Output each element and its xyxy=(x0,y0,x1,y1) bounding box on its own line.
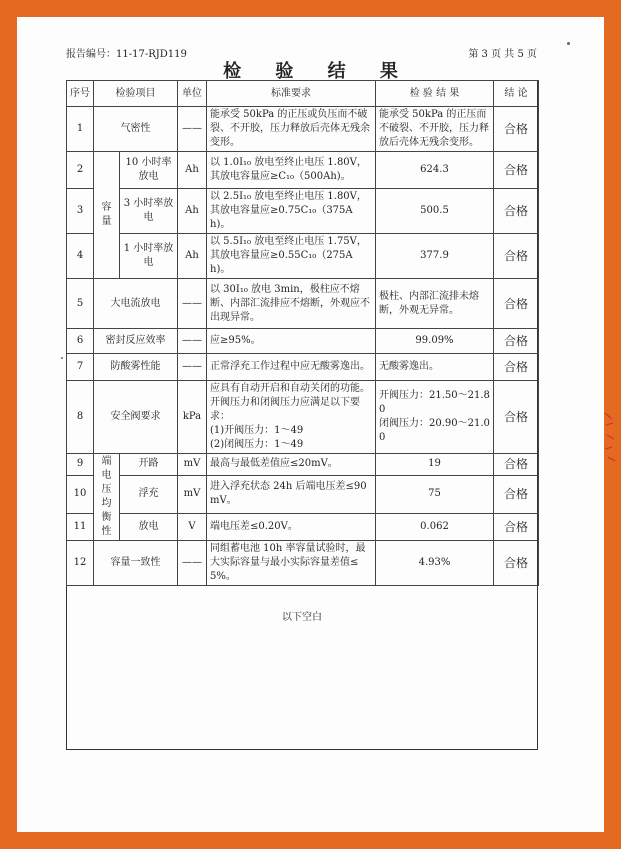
item-cell: 气密性 xyxy=(94,107,178,152)
conclusion-cell: 合格 xyxy=(494,541,539,586)
header-item: 检验项目 xyxy=(94,81,178,107)
seq-cell: 4 xyxy=(67,234,94,279)
conclusion-cell: 合格 xyxy=(494,475,539,513)
conclusion-cell: 合格 xyxy=(494,381,539,454)
table-row xyxy=(67,279,539,329)
result-cell: 能承受 50kPa 的正压而不破裂、不开胶，压力释放后壳体无残余变形。 xyxy=(376,107,494,152)
unit-cell: mV xyxy=(178,454,207,476)
conclusion-cell: 合格 xyxy=(494,454,539,476)
standard-cell: 以 30I₁₀ 放电 3min，极柱应不熔断、内部汇流排应不熔断，外观应不出现异常。 xyxy=(207,279,376,329)
result-cell: 无酸雾逸出。 xyxy=(376,354,494,381)
item-cell: 防酸雾性能 xyxy=(94,354,178,381)
item-cell: 放电 xyxy=(120,514,178,541)
result-cell: 0.062 xyxy=(376,514,494,541)
standard-cell xyxy=(207,381,376,454)
unit-cell: —— xyxy=(178,107,207,152)
item-cell: 10 小时率放电 xyxy=(120,152,178,189)
table-row xyxy=(67,541,539,586)
standard-line: 应具有自动开启和自动关闭的功能。开阀压力和闭阀压力应满足以下要求： xyxy=(210,383,370,422)
seq-cell: 1 xyxy=(67,107,94,152)
table-header-row xyxy=(67,81,539,107)
page-seam-stamp-edge xyxy=(603,405,617,465)
standard-cell: 能承受 50kPa 的正压或负压而不破裂、不开胶，压力释放后壳体无残余变形。 xyxy=(207,107,376,152)
conclusion-cell: 合格 xyxy=(494,514,539,541)
scan-speck xyxy=(61,357,63,359)
result-cell: 75 xyxy=(376,475,494,513)
result-cell: 极柱、内部汇流排未熔断，外观无异常。 xyxy=(376,279,494,329)
result-cell: 19 xyxy=(376,454,494,476)
result-cell: 500.5 xyxy=(376,189,494,234)
item-cell: 3 小时率放电 xyxy=(120,189,178,234)
result-cell: 377.9 xyxy=(376,234,494,279)
group-cell-voltage-balance: 端电压均衡性 xyxy=(94,454,120,541)
seq-cell: 9 xyxy=(67,454,94,476)
header-unit: 单位 xyxy=(178,81,207,107)
blank-below-note: 以下空白 xyxy=(282,612,322,623)
seq-cell: 5 xyxy=(67,279,94,329)
table-row xyxy=(67,189,539,234)
table-row xyxy=(67,475,539,513)
standard-cell: 以 2.5I₁₀ 放电至终止电压 1.80V，其放电容量应≥0.75C₁₀（375Ah)。 xyxy=(207,189,376,234)
item-cell: 1 小时率放电 xyxy=(120,234,178,279)
group-cell-capacity: 容量 xyxy=(94,152,120,279)
result-line: 开阀压力：21.50～21.80 xyxy=(379,390,490,415)
result-cell: 624.3 xyxy=(376,152,494,189)
standard-cell: 正常浮充工作过程中应无酸雾逸出。 xyxy=(207,354,376,381)
conclusion-cell: 合格 xyxy=(494,279,539,329)
table-row xyxy=(67,454,539,476)
header-conclusion: 结 论 xyxy=(494,81,539,107)
item-cell: 开路 xyxy=(120,454,178,476)
standard-line: (1)开阀压力：1～49 xyxy=(210,425,304,436)
standard-cell: 以 5.5I₁₀ 放电至终止电压 1.75V，其放电容量应≥0.55C₁₀（275Ah)。 xyxy=(207,234,376,279)
unit-cell: Ah xyxy=(178,152,207,189)
item-cell: 安全阀要求 xyxy=(94,381,178,454)
table-row xyxy=(67,234,539,279)
item-cell: 密封反应效率 xyxy=(94,329,178,354)
page-title: 检 验 结 果 xyxy=(223,61,412,82)
item-cell: 大电流放电 xyxy=(94,279,178,329)
table-row xyxy=(67,354,539,381)
header-result: 检 验 结 果 xyxy=(376,81,494,107)
standard-cell: 端电压差≤0.20V。 xyxy=(207,514,376,541)
conclusion-cell: 合格 xyxy=(494,329,539,354)
item-cell: 浮充 xyxy=(120,475,178,513)
standard-cell: 以 1.0I₁₀ 放电至终止电压 1.80V，其放电容量应≥C₁₀（500Ah)。 xyxy=(207,152,376,189)
seq-cell: 3 xyxy=(67,189,94,234)
page-info: 第 3 页 共 5 页 xyxy=(468,49,537,60)
seq-cell: 6 xyxy=(67,329,94,354)
standard-cell: 同组蓄电池 10h 率容量试验时，最大实际容量与最小实际容量差值≤5%。 xyxy=(207,541,376,586)
result-cell xyxy=(376,381,494,454)
seq-cell: 12 xyxy=(67,541,94,586)
conclusion-cell: 合格 xyxy=(494,189,539,234)
unit-cell: —— xyxy=(178,354,207,381)
seq-cell: 2 xyxy=(67,152,94,189)
unit-cell: —— xyxy=(178,329,207,354)
unit-cell: kPa xyxy=(178,381,207,454)
result-cell: 4.93% xyxy=(376,541,494,586)
report-number: 报告编号：11-17-RJD119 xyxy=(66,49,187,60)
unit-cell: Ah xyxy=(178,234,207,279)
item-cell: 容量一致性 xyxy=(94,541,178,586)
unit-cell: —— xyxy=(178,279,207,329)
unit-cell: Ah xyxy=(178,189,207,234)
table-row xyxy=(67,514,539,541)
standard-line: (2)闭阀压力：1～49 xyxy=(210,439,304,450)
standard-cell: 最高与最低差值应≤20mV。 xyxy=(207,454,376,476)
seq-cell: 8 xyxy=(67,381,94,454)
conclusion-cell: 合格 xyxy=(494,107,539,152)
conclusion-cell: 合格 xyxy=(494,152,539,189)
result-line: 闭阀压力：20.90～21.00 xyxy=(379,418,490,443)
unit-cell: mV xyxy=(178,475,207,513)
seq-cell: 7 xyxy=(67,354,94,381)
result-cell: 99.09% xyxy=(376,329,494,354)
table-row xyxy=(67,107,539,152)
seq-cell: 11 xyxy=(67,514,94,541)
table-row xyxy=(67,381,539,454)
unit-cell: —— xyxy=(178,541,207,586)
table-row xyxy=(67,152,539,189)
results-table xyxy=(66,80,539,586)
header-standard: 标准要求 xyxy=(207,81,376,107)
standard-cell: 应≥95%。 xyxy=(207,329,376,354)
standard-cell: 进入浮充状态 24h 后端电压差≤90mV。 xyxy=(207,475,376,513)
conclusion-cell: 合格 xyxy=(494,234,539,279)
header-seq: 序号 xyxy=(67,81,94,107)
conclusion-cell: 合格 xyxy=(494,354,539,381)
unit-cell: V xyxy=(178,514,207,541)
table-row xyxy=(67,329,539,354)
seq-cell: 10 xyxy=(67,475,94,513)
scan-speck xyxy=(567,42,570,45)
